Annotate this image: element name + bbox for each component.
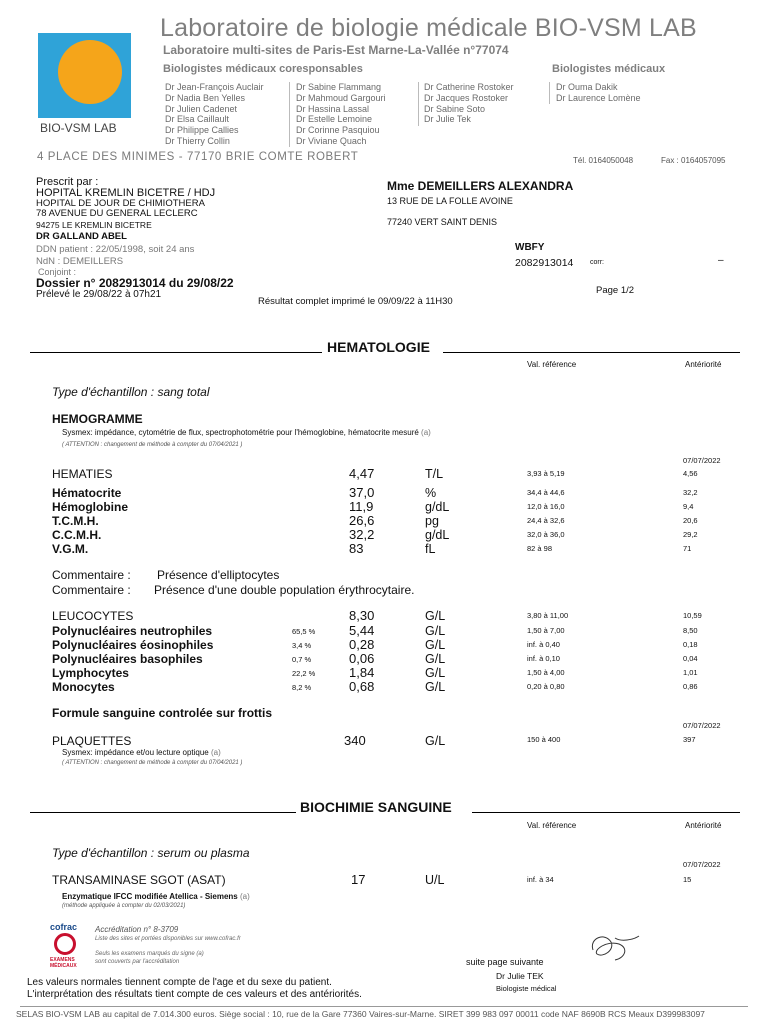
prescriber-service: HOPITAL DE JOUR DE CHIMIOTHERA: [36, 198, 205, 209]
doctor-name: Dr Thierry Collin: [165, 135, 230, 146]
prescriber-doctor: DR GALLAND ABEL: [36, 231, 127, 242]
hemogramme-title: HEMOGRAMME: [52, 412, 143, 426]
result-anteriority: 1,01: [683, 668, 698, 677]
result-reference: 12,0 à 16,0: [527, 502, 565, 511]
result-reference: 3,93 à 5,19: [527, 469, 565, 478]
accreditation-note: sont couverts par l'accréditation: [95, 959, 180, 965]
result-unit: g/dL: [425, 528, 450, 542]
plaquettes-ant: 397: [683, 735, 696, 744]
result-label: Polynucléaires éosinophiles: [52, 638, 214, 652]
result-label: Hématocrite: [52, 486, 122, 500]
plaquettes-label: PLAQUETTES: [52, 734, 132, 748]
cofrac-sub: EXAMENS MÉDICAUX: [50, 957, 77, 969]
method-attention: ( ATTENTION : changement de méthode à compter du 07/04/2021 ): [62, 442, 243, 448]
ref-header: Val. référence: [527, 821, 577, 830]
result-value: 1,84: [349, 665, 375, 680]
column-divider: [289, 82, 290, 147]
result-label: C.C.M.H.: [52, 528, 102, 542]
column-divider: [418, 82, 419, 126]
result-value: 37,0: [349, 485, 375, 500]
result-label: Polynucléaires neutrophiles: [52, 624, 213, 638]
patient-city: 77240 VERT SAINT DENIS: [387, 217, 498, 227]
notice-line: L'interprétation des résultats tient compte de ces valeurs et des antériorités.: [27, 989, 362, 1000]
doctor-name: Dr Sabine Flammang: [296, 82, 382, 92]
comment-text: Présence d'une double population érythrocytaire.: [154, 583, 415, 597]
asat-value: 17: [351, 872, 366, 887]
lab-fax: Fax : 0164057095: [661, 156, 726, 165]
result-anteriority: 20,6: [683, 516, 698, 525]
doctor-list-1: [165, 82, 264, 147]
doctor-list-3: [424, 82, 514, 125]
prescriber-hospital: HOPITAL KREMLIN BICETRE / HDJ: [36, 187, 216, 199]
prescriber-city: 94275 LE KREMLIN BICETRE: [36, 220, 152, 230]
signature: [585, 928, 645, 968]
signer-name: Dr Julie TEK: [496, 971, 544, 981]
result-reference: inf. à 0,10: [527, 654, 560, 663]
doctor-name: Dr Estelle Lemoine: [296, 114, 373, 125]
doctor-name: Dr Ouma Dakik: [556, 82, 618, 92]
result-label: Lymphocytes: [52, 666, 129, 680]
result-unit: G/L: [425, 638, 446, 652]
sample-type: Type d'échantillon : sang total: [52, 385, 210, 399]
section-title-biochimie: BIOCHIMIE SANGUINE: [300, 799, 452, 815]
result-unit: T/L: [425, 467, 444, 481]
result-anteriority: 10,59: [683, 611, 702, 620]
section-rule: [30, 352, 322, 353]
result-value: 11,9: [349, 499, 374, 514]
sample-type: Type d'échantillon : serum ou plasma: [52, 846, 250, 860]
section-rule: [443, 352, 740, 353]
result-label: LEUCOCYTES: [52, 609, 134, 623]
formule-note: Formule sanguine controlée sur frottis: [52, 706, 273, 720]
result-value: 32,2: [349, 527, 375, 542]
result-anteriority: 71: [683, 544, 692, 553]
doctor-name: Dr Corinne Pasquiou: [296, 125, 380, 136]
ant-header: Antériorité: [685, 821, 722, 830]
result-unit: pg: [425, 514, 439, 528]
section-rule: [30, 812, 296, 813]
result-reference: 3,80 à 11,00: [527, 611, 569, 620]
result-unit: g/dL: [425, 500, 450, 514]
result-anteriority: 0,18: [683, 640, 698, 649]
result-label: Monocytes: [52, 680, 115, 694]
result-unit: %: [425, 486, 437, 500]
plaquettes-value: 340: [344, 733, 366, 748]
result-anteriority: 32,2: [683, 488, 698, 497]
result-value: 4,47: [349, 466, 375, 481]
doctor-name: Dr Jean-François Auclair: [165, 82, 264, 92]
result-reference: inf. à 0,40: [527, 640, 560, 649]
cofrac-text: cofrac: [50, 922, 78, 932]
result-percent: 65,5 %: [292, 627, 316, 636]
prescriber-label: Prescrit par :: [36, 176, 99, 188]
result-percent: 22,2 %: [292, 669, 316, 678]
print-date: Résultat complet imprimé le 09/09/22 à 11H30: [258, 296, 453, 307]
result-unit: G/L: [425, 609, 446, 623]
result-percent: 3,4 %: [292, 641, 312, 650]
asat-method-date: (méthode appliquée à compter du 02/03/2021): [62, 903, 186, 909]
signer-role: Biologiste médical: [496, 984, 557, 993]
result-reference: 1,50 à 7,00: [527, 626, 565, 635]
result-value: 8,30: [349, 608, 375, 623]
doctor-name: Dr Sabine Soto: [424, 103, 486, 114]
doctor-name: Dr Philippe Callies: [165, 125, 239, 136]
patient-ddn: DDN patient : 22/05/1998, soit 24 ans: [36, 244, 195, 255]
result-value: 0,06: [349, 651, 375, 666]
doctor-list-4: [556, 82, 641, 104]
cofrac-mark: [54, 933, 76, 955]
result-reference: 34,4 à 44,6: [527, 488, 565, 497]
accreditation-list: Liste des sites et portées disponibles sur www.cofrac.fr: [95, 936, 241, 942]
doctor-name: Dr Nadia Ben Yelles: [165, 92, 246, 103]
plaquettes-unit: G/L: [425, 734, 446, 748]
ant-header: Antériorité: [685, 360, 722, 369]
cofrac-logo: [50, 922, 82, 974]
logo-text: BIO-VSM LAB: [40, 121, 117, 135]
result-value: 0,28: [349, 637, 375, 652]
patient-name: Mme DEMEILLERS ALEXANDRA: [387, 179, 574, 193]
doctor-name: Dr Catherine Rostoker: [424, 82, 514, 92]
legal-notice: SELAS BIO-VSM LAB au capital de 7.014.300 euros. Siège social : 10, rue de la Gare 77360 Vaires-sur-Marne. SIRET 399 983 097 00011 code NAF 8690B RCS Meaux D399983097: [16, 1009, 705, 1019]
doctor-name: Dr Elsa Caillault: [165, 114, 230, 125]
footer-rule: [20, 1006, 748, 1007]
result-unit: fL: [425, 542, 436, 556]
sample-date: Prélevé le 29/08/22 à 07h21: [36, 289, 162, 300]
lab-address: 4 PLACE DES MINIMES - 77170 BRIE COMTE ROBERT: [37, 151, 359, 163]
result-reference: 24,4 à 32,6: [527, 516, 565, 525]
comment-text: Présence d'elliptocytes: [157, 568, 280, 582]
comment-label: Commentaire :: [52, 583, 131, 597]
result-percent: 8,2 %: [292, 683, 312, 692]
notice-line: Les valeurs normales tiennent compte de l'age et du sexe du patient.: [27, 977, 332, 988]
result-anteriority: 4,56: [683, 469, 698, 478]
lab-phone: Tél. 0164050048: [573, 156, 634, 165]
hemogramme-method: Sysmex: impédance, cytométrie de flux, spectrophotométrie pour l'hémoglobine, hématocrite mesuré (a): [62, 428, 431, 437]
doctor-name: Dr Mahmoud Gargouri: [296, 92, 386, 103]
asat-method: Enzymatique IFCC modifiée Atellica - Siemens (a): [62, 892, 250, 901]
asat-ant: 15: [683, 875, 692, 884]
result-anteriority: 8,50: [683, 626, 698, 635]
accreditation-number: Accréditation n° 8-3709: [95, 925, 179, 934]
result-percent: 0,7 %: [292, 655, 312, 664]
result-label: V.G.M.: [52, 542, 89, 556]
doctor-name: Dr Laurence Lomène: [556, 92, 641, 103]
section-rule: [472, 812, 740, 813]
lab-title: Laboratoire de biologie médicale BIO-VSM LAB: [160, 14, 697, 42]
anteriority-date: 07/07/2022: [683, 860, 721, 869]
result-value: 83: [349, 541, 364, 556]
result-value: 0,68: [349, 679, 375, 694]
doctor-name: Dr Hassina Lassal: [296, 103, 370, 114]
comment-label: Commentaire :: [52, 568, 131, 582]
section-title-hematologie: HEMATOLOGIE: [327, 339, 430, 355]
anteriority-date: 07/07/2022: [683, 456, 721, 465]
result-anteriority: 9,4: [683, 502, 694, 511]
plaquettes-method: Sysmex: impédance et/ou lecture optique (a): [62, 748, 221, 757]
ref-header: Val. référence: [527, 360, 577, 369]
result-anteriority: 0,86: [683, 682, 698, 691]
result-anteriority: 0,04: [683, 654, 698, 663]
corr-value: –: [718, 255, 724, 266]
patient-code: WBFY: [515, 242, 545, 253]
asat-label: TRANSAMINASE SGOT (ASAT): [52, 873, 226, 887]
method-attention: ( ATTENTION : changement de méthode à compter du 07/04/2021 ): [62, 760, 243, 766]
result-value: 5,44: [349, 623, 375, 638]
result-label: Hémoglobine: [52, 500, 129, 514]
lab-logo: [36, 30, 134, 138]
result-unit: G/L: [425, 666, 446, 680]
result-unit: G/L: [425, 652, 446, 666]
result-label: HEMATIES: [52, 467, 113, 481]
patient-street: 13 RUE DE LA FOLLE AVOINE: [387, 196, 513, 206]
biologistes-heading: Biologistes médicaux: [552, 63, 666, 75]
doctor-list-2: [296, 82, 386, 147]
result-label: Polynucléaires basophiles: [52, 652, 203, 666]
patient-conjoint: Conjoint :: [38, 267, 77, 277]
result-reference: 32,0 à 36,0: [527, 530, 565, 539]
result-reference: 1,50 à 4,00: [527, 668, 565, 677]
corr-label: corr:: [590, 259, 604, 266]
page-number: Page 1/2: [596, 285, 635, 296]
asat-unit: U/L: [425, 873, 445, 887]
result-reference: 0,20 à 0,80: [527, 682, 565, 691]
result-label: T.C.M.H.: [52, 514, 99, 528]
doctor-name: Dr Jacques Rostoker: [424, 92, 509, 103]
doctor-name: Dr Julien Cadenet: [165, 103, 238, 114]
doctor-name: Dr Viviane Quach: [296, 135, 367, 146]
asat-ref: inf. à 34: [527, 875, 554, 884]
doctor-name: Dr Julie Tek: [424, 114, 471, 125]
result-unit: G/L: [425, 680, 446, 694]
coresponsables-heading: Biologistes médicaux coresponsables: [163, 63, 363, 75]
logo-sun: [58, 40, 122, 104]
result-value: 26,6: [349, 513, 375, 528]
plaquettes-ref: 150 à 400: [527, 735, 561, 744]
column-divider: [549, 82, 550, 104]
patient-number: 2082913014: [515, 257, 574, 269]
accreditation-note: Seuls les examens marqués du signe (a): [95, 951, 204, 957]
dossier-number: Dossier n° 2082913014 du 29/08/22: [36, 276, 234, 290]
result-reference: 82 à 98: [527, 544, 553, 553]
anteriority-date: 07/07/2022: [683, 721, 721, 730]
next-page-note: suite page suivante: [466, 957, 544, 967]
result-unit: G/L: [425, 624, 446, 638]
prescriber-street: 78 AVENUE DU GENERAL LECLERC: [36, 208, 198, 219]
patient-ndn: NdN : DEMEILLERS: [36, 256, 124, 267]
result-anteriority: 29,2: [683, 530, 698, 539]
lab-subtitle: Laboratoire multi-sites de Paris-Est Marne-La-Vallée n°77074: [163, 43, 509, 57]
